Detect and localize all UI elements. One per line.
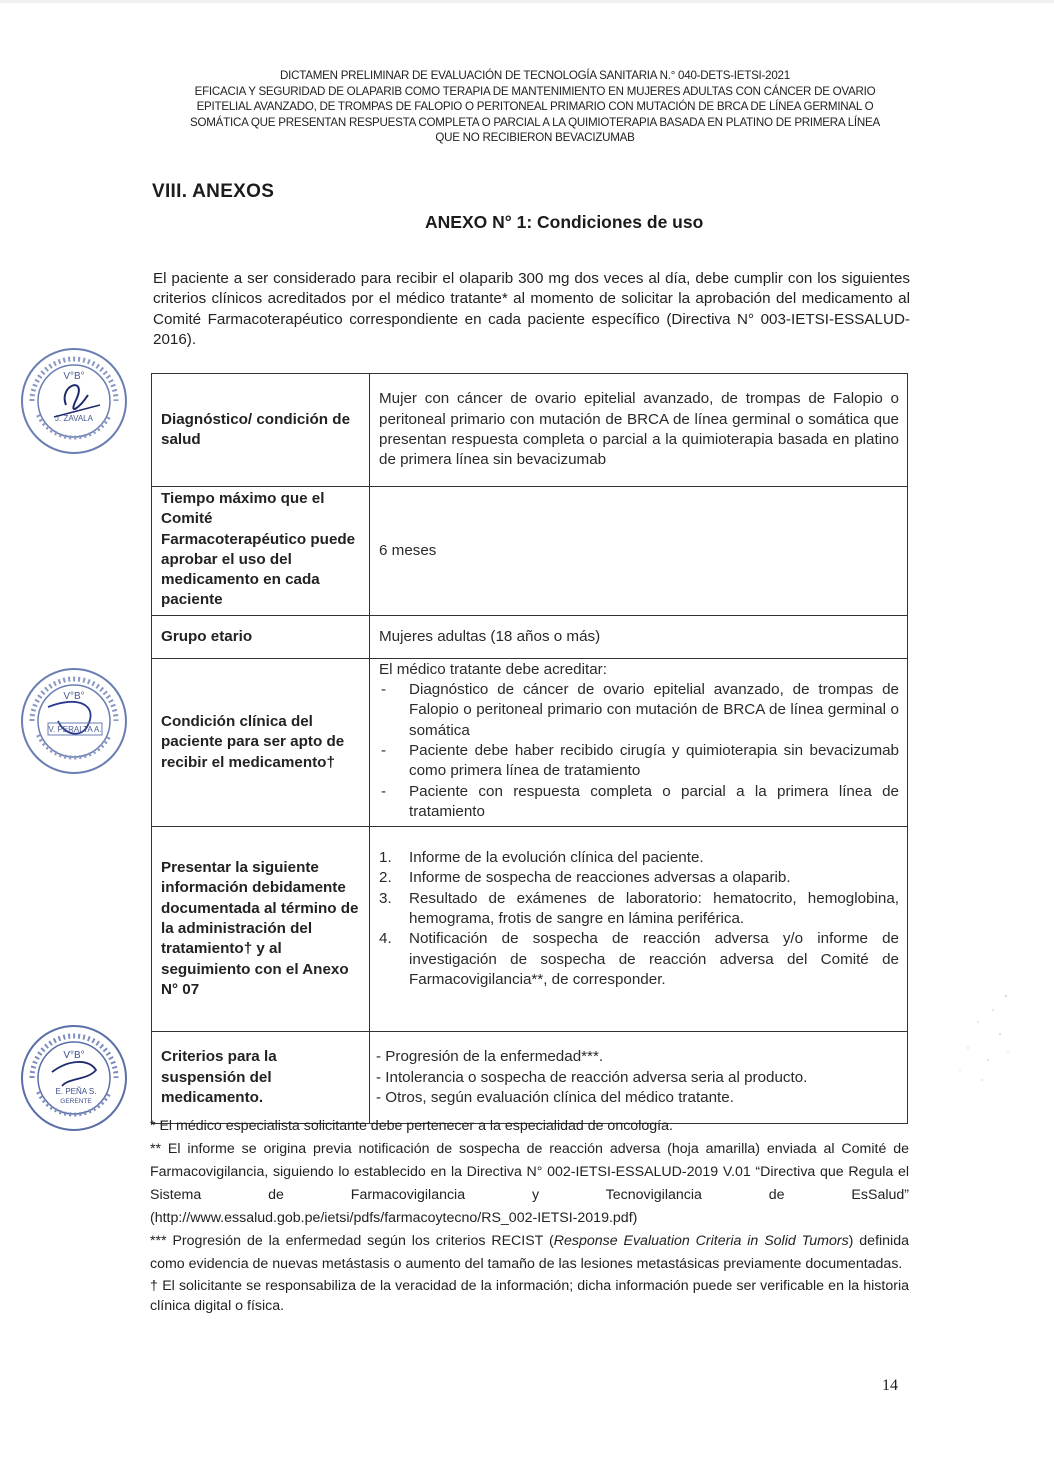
- item-text: Notificación de sospecha de reacción adversa y/o informe de investigación de sospecha de reacción adversa del Comité de Farmacovigilancia**, de corresponder.: [409, 930, 899, 988]
- list-item: [379, 929, 899, 990]
- row-value: [370, 1032, 908, 1124]
- item-number: 4.: [379, 930, 392, 948]
- table-row: [152, 658, 908, 826]
- row-value: [370, 658, 908, 826]
- row-value: [370, 827, 908, 1032]
- row-label: Presentar la siguiente información debidamente documentada al término de la administración del tratamiento† y al seguimiento con el Anexo N° 07: [152, 827, 370, 1032]
- footnote-italic: Response Evaluation Criteria in Solid Tumors: [553, 1233, 849, 1249]
- table-row: [152, 827, 908, 1032]
- table-row: [152, 1032, 908, 1124]
- seal-vb: V°B°: [63, 691, 85, 702]
- suspension-criterion: - Intolerancia o sospecha de reacción adversa seria al producto.: [376, 1068, 808, 1086]
- item-number: 2.: [379, 869, 392, 887]
- header-line: EPITELIAL AVANZADO, DE TROMPAS DE FALOPIO O PERITONEAL PRIMARIO CON MUTACIÓN DE BRCA DE LÍNEA GERMINAL O: [196, 100, 874, 113]
- list-item: [379, 848, 899, 868]
- header-line: SOMÁTICA QUE PRESENTAN RESPUESTA COMPLETA O PARCIAL A LA QUIMIOTERAPIA BASADA EN PLATINO DE PRIMERA LÍNEA: [190, 115, 880, 129]
- footnote-responsibility: † El solicitante se responsabiliza de la veracidad de la información; dicha información puede ser verificable en la historia clínica digital o física.: [150, 1278, 909, 1314]
- item-text: Informe de sospecha de reacciones adversas a olaparib.: [409, 869, 791, 887]
- item-number: 3.: [379, 889, 392, 907]
- approval-seal-icon: [18, 665, 130, 777]
- seal-vb: V°B°: [63, 1050, 85, 1061]
- header-line: QUE NO RECIBIERON BEVACIZUMAB: [435, 131, 635, 144]
- seal-name: J. ZAVALA: [55, 414, 93, 423]
- footnote-recist: [150, 1230, 909, 1276]
- row-value: 6 meses: [370, 487, 908, 616]
- row-label: Diagnóstico/ condición de salud: [152, 374, 370, 487]
- footnote-pharmacovigilance: ** El informe se origina previa notificación de sospecha de reacción adversa (hoja amarilla) enviada al Comité de Farmacovigilancia, siguiendo lo establecido en la Directiva N° 002-IETSI-ESSALUD-2019 V.01 “Directiva que Regula el Sistema de Farmacovigilancia y Tecnovigilancia de EsSalud” (http://www.essalud.gob.pe/ietsi/pdfs/farmacoytecno/RS_002-IETSI-2019.pdf): [150, 1141, 909, 1226]
- footnote-oncology: * El médico especialista solicitante debe pertenecer a la especialidad de oncología.: [150, 1118, 673, 1134]
- row-label: Condición clínica del paciente para ser apto de recibir el medicamento†: [152, 658, 370, 826]
- row-label: Tiempo máximo que el Comité Farmacoterapéutico puede aprobar el uso del medicamento en cada paciente: [152, 487, 370, 616]
- table-row: [152, 487, 908, 616]
- list-lead: El médico tratante debe acreditar:: [379, 660, 607, 678]
- seal-role: GERENTE: [60, 1098, 92, 1105]
- header-line: EFICACIA Y SEGURIDAD DE OLAPARIB COMO TERAPIA DE MANTENIMIENTO EN MUJERES ADULTAS CON CÁNCER DE OVARIO: [194, 84, 876, 98]
- item-text: Resultado de exámenes de laboratorio: hematocrito, hemoglobina, hemograma, frotis de sangre en lámina periférica.: [409, 889, 899, 928]
- header-line: DICTAMEN PRELIMINAR DE EVALUACIÓN DE TECNOLOGÍA SANITARIA N.° 040-DETS-IETSI-2021: [280, 69, 790, 82]
- conditions-table: [151, 373, 908, 1124]
- criteria-list: [379, 680, 899, 822]
- suspension-criterion: - Progresión de la enfermedad***.: [376, 1048, 604, 1066]
- scan-artifact-icon: [948, 990, 1018, 1090]
- row-value: Mujeres adultas (18 años o más): [370, 615, 908, 658]
- table-row: [152, 615, 908, 658]
- item-number: 1.: [379, 849, 392, 867]
- list-item: - Paciente debe haber recibido cirugía y quimioterapia sin bevacizumab como primera línea de tratamiento: [379, 741, 899, 782]
- footnotes: [150, 1115, 909, 1316]
- page-number: 14: [882, 1377, 898, 1394]
- required-info-list: [379, 848, 899, 990]
- seal-name: V. PERALTA A.: [48, 725, 102, 734]
- section-title: VIII. ANEXOS: [152, 181, 275, 202]
- annex-title: ANEXO N° 1: Condiciones de uso: [425, 212, 704, 232]
- approval-seal-icon: [18, 345, 130, 457]
- seal-vb: V°B°: [63, 371, 85, 382]
- list-item: [379, 889, 899, 930]
- top-edge-shadow: [0, 0, 1054, 3]
- row-value: Mujer con cáncer de ovario epitelial avanzado, de trompas de Falopio o peritoneal primario con mutación de BRCA de línea germinal o somática que presentan respuesta completa o parcial a la quimioterapia basada en platino de primera línea sin bevacizumab: [370, 374, 908, 487]
- footnote-text: ) definida como evidencia de nuevas metástasis o aumento del tamaño de las lesiones metastásicas previamente documentadas.: [150, 1233, 909, 1272]
- list-item: - Diagnóstico de cáncer de ovario epitelial avanzado, de trompas de Falopio o peritoneal primario con mutación de BRCA de línea germinal o somática: [379, 680, 899, 741]
- row-label: Grupo etario: [152, 615, 370, 658]
- row-label: Criterios para la suspensión del medicamento.: [152, 1032, 370, 1124]
- suspension-criterion: - Otros, según evaluación clínica del médico tratante.: [376, 1088, 734, 1106]
- list-item: [379, 868, 899, 888]
- intro-paragraph: El paciente a ser considerado para recibir el olaparib 300 mg dos veces al día, debe cumplir con los siguientes criterios clínicos acreditados por el médico tratante* al momento de solicitar la aprobación del medicamento al Comité Farmacoterapéutico correspondiente en cada paciente específico (Directiva N° 003-IETSI-ESSALUD-2016).: [153, 270, 910, 348]
- list-item: - Paciente con respuesta completa o parcial a la primera línea de tratamiento: [379, 782, 899, 823]
- item-text: Informe de la evolución clínica del paciente.: [409, 849, 704, 867]
- table-row: [152, 374, 908, 487]
- footnote-text: *** Progresión de la enfermedad según los criterios RECIST (: [150, 1233, 554, 1249]
- approval-seal-icon: [18, 1022, 130, 1134]
- seal-name: E. PEÑA S.: [55, 1087, 97, 1096]
- document-header: [150, 68, 920, 146]
